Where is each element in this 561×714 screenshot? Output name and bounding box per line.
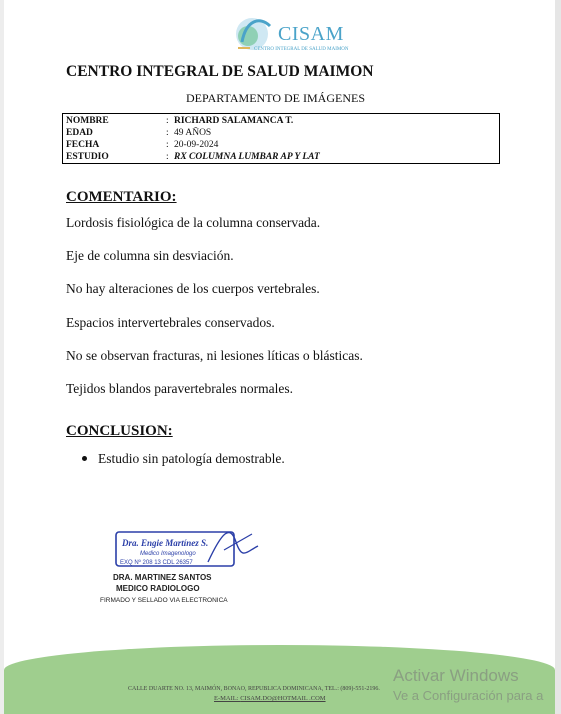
windows-activation-title: Activar Windows bbox=[393, 666, 519, 685]
name-label: NOMBRE bbox=[66, 116, 109, 126]
comment-line: Espacios intervertebrales conservados. bbox=[66, 315, 275, 330]
comment-line: No hay alteraciones de los cuerpos vertebrales. bbox=[66, 281, 320, 296]
study-name: RX COLUMNA LUMBAR AP Y LAT bbox=[174, 152, 320, 162]
study-label: ESTUDIO bbox=[66, 152, 109, 162]
windows-activation-subtitle: Ve a Configuración para a bbox=[393, 688, 544, 703]
bullet-icon bbox=[82, 456, 87, 461]
study-colon: : bbox=[166, 152, 169, 162]
doctor-stamp bbox=[112, 522, 262, 570]
conclusion-item bbox=[82, 451, 285, 467]
signature-scribble bbox=[208, 532, 258, 562]
comment-line: Eje de columna sin desviación. bbox=[66, 248, 234, 263]
conclusion-text: Estudio sin patología demostrable. bbox=[98, 451, 285, 466]
department-title: DEPARTAMENTO DE IMÁGENES bbox=[186, 91, 365, 105]
stamp-role: Medico Imagenologo bbox=[140, 551, 196, 557]
exam-date: 20-09-2024 bbox=[174, 140, 219, 150]
comment-heading: COMENTARIO: bbox=[66, 189, 177, 205]
stamp-name: Dra. Engie Martínez S. bbox=[122, 538, 209, 548]
comment-line: No se observan fracturas, ni lesiones líticas o blásticas. bbox=[66, 348, 363, 363]
date-label: FECHA bbox=[66, 140, 100, 150]
footer-email-prefix: E-MAIL: bbox=[214, 695, 241, 702]
comment-line: Tejidos blandos paravertebrales normales. bbox=[66, 381, 293, 396]
footer-email-address[interactable]: CISAM.DO@HOTMAIL .COM bbox=[240, 695, 326, 702]
patient-name-row bbox=[66, 115, 496, 127]
document-page bbox=[4, 0, 555, 714]
exam-date-row bbox=[66, 139, 496, 151]
patient-info-box bbox=[62, 113, 500, 164]
cisam-logo bbox=[230, 12, 350, 56]
patient-age-row bbox=[66, 127, 496, 139]
vertical-scrollbar[interactable] bbox=[555, 0, 561, 714]
age-label: EDAD bbox=[66, 128, 93, 138]
date-colon: : bbox=[166, 140, 169, 150]
patient-name: RICHARD SALAMANCA T. bbox=[174, 116, 294, 126]
signature-note: FIRMADO Y SELLADO VIA ELECTRONICA bbox=[100, 597, 228, 604]
logo-subtitle: CENTRO INTEGRAL DE SALUD MAIMON bbox=[254, 47, 349, 52]
conclusion-heading: CONCLUSION: bbox=[66, 423, 173, 439]
patient-age: 49 AÑOS bbox=[174, 128, 212, 138]
comment-line: Lordosis fisiológica de la columna conservada. bbox=[66, 215, 321, 230]
institution-title: CENTRO INTEGRAL DE SALUD MAIMON bbox=[66, 63, 374, 80]
logo-wordmark: CISAM bbox=[278, 23, 344, 45]
study-row bbox=[66, 151, 496, 163]
age-colon: : bbox=[166, 128, 169, 138]
footer-email bbox=[214, 695, 326, 702]
doctor-role: MEDICO RADIOLOGO bbox=[116, 584, 200, 593]
stamp-exq: EXQ Nº 208 13 CDL 26357 bbox=[120, 560, 193, 566]
footer-address: CALLE DUARTE NO. 13, MAIMÓN, BONAO, REPUBLICA DOMINICANA, TEL.: (809)-551-2196. bbox=[128, 686, 380, 692]
name-colon: : bbox=[166, 116, 169, 126]
doctor-name: DRA. MARTINEZ SANTOS bbox=[113, 573, 212, 582]
